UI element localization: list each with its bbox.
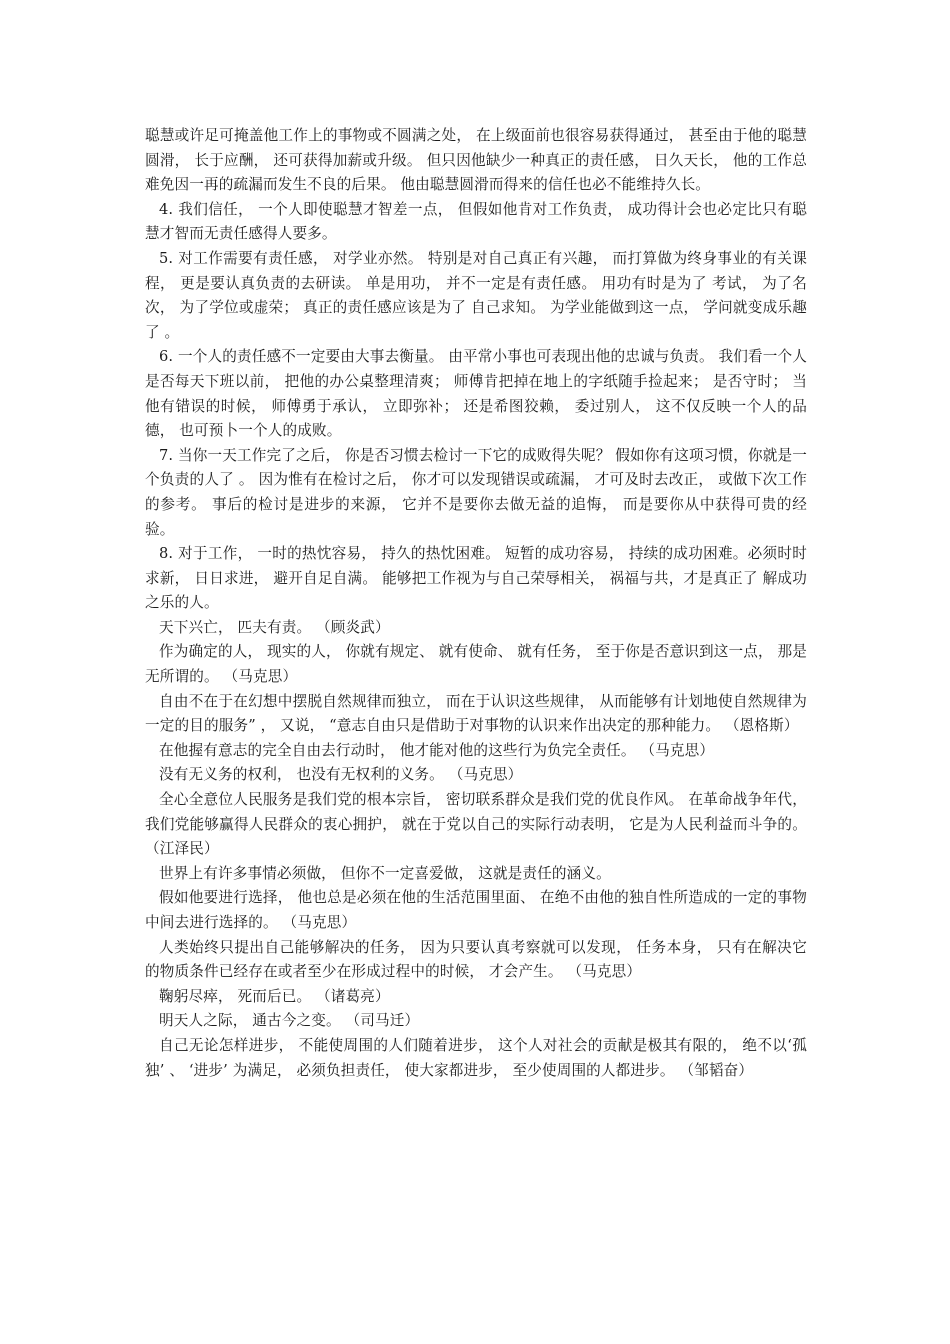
paragraph: 7. 当你一天工作完了之后， 你是否习惯去检讨一下它的成败得失呢？ 假如你有这项习惯，你就是一个负责的人了 。 因为惟有在检讨之后， 你才可以发现错误或疏漏， 才可及时去改正， 或做下次工作的参考。 事后的检讨是进步的来源， 它并不是要你去做无益的追悔， 而是要你从中获得可贵的经验。	[145, 446, 807, 538]
quote-paragraph: 天下兴亡， 匹夫有责。 （顾炎武）	[159, 618, 390, 636]
paragraph: 4. 我们信任， 一个人即使聪慧才智差一点， 但假如他肯对工作负责， 成功得计会也必定比只有聪慧才智而无责任感得人要多。	[145, 200, 807, 243]
document-body	[145, 124, 807, 1083]
quote-paragraph: 作为确定的人， 现实的人， 你就有规定、 就有使命、 就有任务， 至于你是否意识到这一点， 那是无所谓的。 （马克思）	[145, 643, 807, 686]
quote-paragraph: 在他握有意志的完全自由去行动时， 他才能对他的这些行为负完全责任。 （马克思）	[159, 741, 715, 759]
paragraph: 6. 一个人的责任感不一定要由大事去衡量。 由平常小事也可表现出他的忠诚与负责。 我们看一个人是否每天下班以前， 把他的办公桌整理清爽； 师傅肯把掉在地上的字纸随手捡起来； 是否守时； 当他有错误的时候， 师傅勇于承认， 立即弥补； 还是希图狡赖， 委过别人， 这不仅反映一个人的品德， 也可预卜一个人的成败。	[145, 348, 807, 440]
quote-paragraph: 自由不在于在幻想中摆脱自然规律而独立， 而在于认识这些规律， 从而能够有计划地使自然规律为一定的目的服务” ， 又说， “意志自由只是借助于对事物的认识来作出决定的那种能力。 （恩格斯）	[145, 692, 807, 735]
quote-paragraph: 世界上有许多事情必须做， 但你不一定喜爱做， 这就是责任的涵义。	[159, 864, 611, 882]
quote-paragraph: 人类始终只提出自己能够解决的任务， 因为只要认真考察就可以发现， 任务本身， 只有在解决它的物质条件已经存在或者至少在形成过程中的时候， 才会产生。 （马克思）	[145, 938, 807, 981]
quote-paragraph: 鞠躬尽瘁， 死而后已。 （诸葛亮）	[159, 987, 390, 1005]
quote-paragraph: 假如他要进行选择， 他也总是必须在他的生活范围里面、 在绝不由他的独自性所造成的一定的事物中间去进行选择的。 （马克思）	[145, 889, 807, 931]
paragraph: 聪慧或许足可掩盖他工作上的事物或不圆满之处， 在上级面前也很容易获得通过， 甚至由于他的聪慧圆滑， 长于应酬， 还可获得加薪或升级。 但只因他缺少一种真正的责任感， 日久天长， 他的工作总难免因一再的疏漏而发生不良的后果。 他由聪慧圆滑而得来的信任也必不能维持久长。	[145, 127, 807, 194]
quote-paragraph: 全心全意位人民服务是我们党的根本宗旨， 密切联系群众是我们党的优良作风。 在革命战争年代， 我们党能够赢得人民群众的衷心拥护， 就在于党以自己的实际行动表明， 它是为人民利益而斗争的。 （江泽民）	[145, 791, 807, 858]
paragraph: 8. 对于工作， 一时的热忱容易， 持久的热忱困难。 短暂的成功容易， 持续的成功困难。必须时时求新， 日日求进， 避开自足自满。 能够把工作视为与自己荣辱相关， 祸福与共，才是真正了 解成功之乐的人。	[145, 545, 807, 612]
quote-paragraph: 自己无论怎样进步， 不能使周围的人们随着进步， 这个人对社会的贡献是极其有限的， 绝不以‘孤独’ 、 ‘进步’ 为满足， 必须负担责任， 使大家都进步， 至少使周围的人都进步。 （邹韬奋）	[145, 1036, 807, 1079]
paragraph: 5. 对工作需要有责任感， 对学业亦然。 特别是对自己真正有兴趣， 而打算做为终身事业的有关课程， 更是要认真负责的去研读。 单是用功， 并不一定是有责任感。 用功有时是为了 考试， 为了名次， 为了学位或虚荣； 真正的责任感应该是为了 自己求知。 为学业能做到这一点， 学问就变成乐趣了 。	[145, 249, 807, 341]
quote-paragraph: 明天人之际， 通古今之变。 （司马迁）	[159, 1012, 420, 1030]
quote-paragraph: 没有无义务的权利， 也没有无权利的义务。 （马克思）	[159, 766, 523, 784]
